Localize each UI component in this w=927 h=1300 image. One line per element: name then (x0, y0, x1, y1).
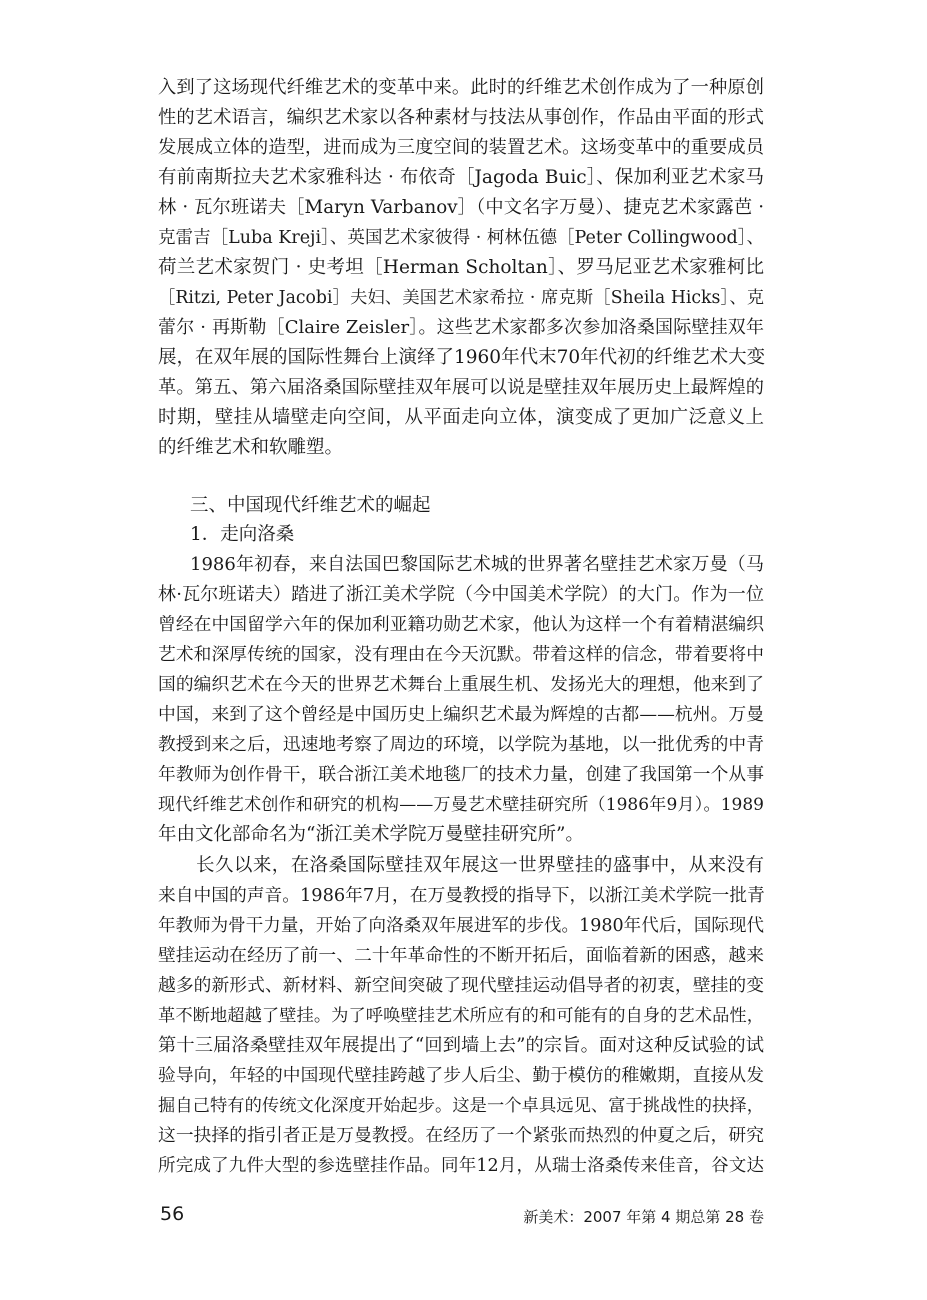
text-line: 性的艺术语言，编织艺术家以各种素材与技法从事创作，作品由平面的形式 (158, 107, 764, 128)
text-line: 入到了这场现代纤维艺术的变革中来。此时的纤维艺术创作成为了一种原创 (158, 77, 764, 98)
subsection-heading: 1．走向洛桑 (190, 524, 295, 545)
text-line: 发展成立体的造型，进而成为三度空间的装置艺术。这场变革中的重要成员 (158, 137, 764, 158)
text-line: 1986年初春，来自法国巴黎国际艺术城的世界著名壁挂艺术家万曼（马 (190, 554, 764, 575)
text-line: 长久以来，在洛桑国际壁挂双年展这一世界壁挂的盛事中，从来没有 (196, 855, 764, 876)
text-line: 革不断地超越了壁挂。为了呼唤壁挂艺术所应有的和可能有的自身的艺术品性， (158, 1006, 764, 1026)
text-line: 艺术和深厚传统的国家，没有理由在今天沉默。带着这样的信念，带着要将中 (158, 645, 764, 665)
text-line: 国的编织艺术在今天的世界艺术舞台上重展生机、发扬光大的理想，他来到了 (158, 675, 764, 695)
text-line: 年由文化部命名为“浙江美术学院万曼壁挂研究所”。 (158, 824, 584, 845)
text-line: 曾经在中国留学六年的保加利亚籍功勋艺术家，他认为这样一个有着精湛编织 (158, 615, 764, 635)
text-line: ［Ritzi, Peter Jacobi］夫妇、美国艺术家希拉 · 席克斯［Sheila Hicks］、克 (158, 288, 764, 308)
text-line: 的纤维艺术和软雕塑。 (158, 437, 344, 458)
text-line: 蕾尔 · 再斯勒［Claire Zeisler］。这些艺术家都多次参加洛桑国际壁挂双年 (158, 317, 764, 338)
text-line: 教授到来之后，迅速地考察了周边的环境，以学院为基地，以一批优秀的中青 (158, 735, 764, 755)
text-line: 验导向，年轻的中国现代壁挂跨越了步人后尘、勤于模仿的稚嫩期，直接从发 (158, 1066, 764, 1086)
page-number: 56 (160, 1203, 185, 1225)
text-line: 年教师为骨干力量，开始了向洛桑双年展进军的步伐。1980年代后，国际现代 (158, 916, 764, 936)
text-line: 这一抉择的指引者正是万曼教授。在经历了一个紧张而热烈的仲夏之后，研究 (158, 1126, 764, 1146)
text-line: 中国，来到了这个曾经是中国历史上编织艺术最为辉煌的古都——杭州。万曼 (158, 705, 764, 725)
text-line: 所完成了九件大型的参选壁挂作品。同年12月，从瑞士洛桑传来佳音，谷文达 (158, 1156, 764, 1176)
text-line: 第十三届洛桑壁挂双年展提出了“回到墙上去”的宗旨。面对这种反试验的试 (158, 1035, 764, 1056)
journal-citation: 新美术：2007 年第 4 期总第 28 卷 (523, 1208, 764, 1226)
text-line: 革。第五、第六届洛桑国际壁挂双年展可以说是壁挂双年展历史上最辉煌的 (158, 377, 764, 398)
text-line: 现代纤维艺术创作和研究的机构——万曼艺术壁挂研究所（1986年9月）。1989 (158, 795, 764, 815)
text-line: 壁挂运动在经历了前一、二十年革命性的不断开拓后，面临着新的困惑，越来 (158, 946, 764, 966)
text-line: 年教师为创作骨干，联合浙江美术地毯厂的技术力量，创建了我国第一个从事 (158, 765, 764, 785)
text-line: 荷兰艺术家贺门 · 史考坦［Herman Scholtan］、罗马尼亚艺术家雅柯比 (158, 257, 764, 278)
text-line: 来自中国的声音。1986年7月，在万曼教授的指导下，以浙江美术学院一批青 (158, 886, 765, 906)
text-line: 时期，壁挂从墙壁走向空间，从平面走向立体，演变成了更加广泛意义上 (158, 407, 764, 428)
text-line: 掘自己特有的传统文化深度开始起步。这是一个卓具远见、富于挑战性的抉择， (158, 1096, 764, 1116)
text-line: 林 · 瓦尔班诺夫［Maryn Varbanov］（中文名字万曼）、捷克艺术家露芭 · (158, 197, 764, 218)
text-line: 展，在双年展的国际性舞台上演绎了1960年代末70年代初的纤维艺术大变 (158, 347, 766, 368)
text-line: 克雷吉［Luba Kreji］、英国艺术家彼得 · 柯林伍德［Peter Collingwood］、 (158, 228, 764, 248)
section-heading: 三、中国现代纤维艺术的崛起 (190, 495, 431, 516)
text-line: 越多的新形式、新材料、新空间突破了现代壁挂运动倡导者的初衷，壁挂的变 (158, 976, 764, 996)
text-line: 林·瓦尔班诺夫）踏进了浙江美术学院（今中国美术学院）的大门。作为一位 (158, 584, 764, 605)
text-line: 有前南斯拉夫艺术家雅科达 · 布依奇［Jagoda Buic］、保加利亚艺术家马 (158, 167, 764, 188)
